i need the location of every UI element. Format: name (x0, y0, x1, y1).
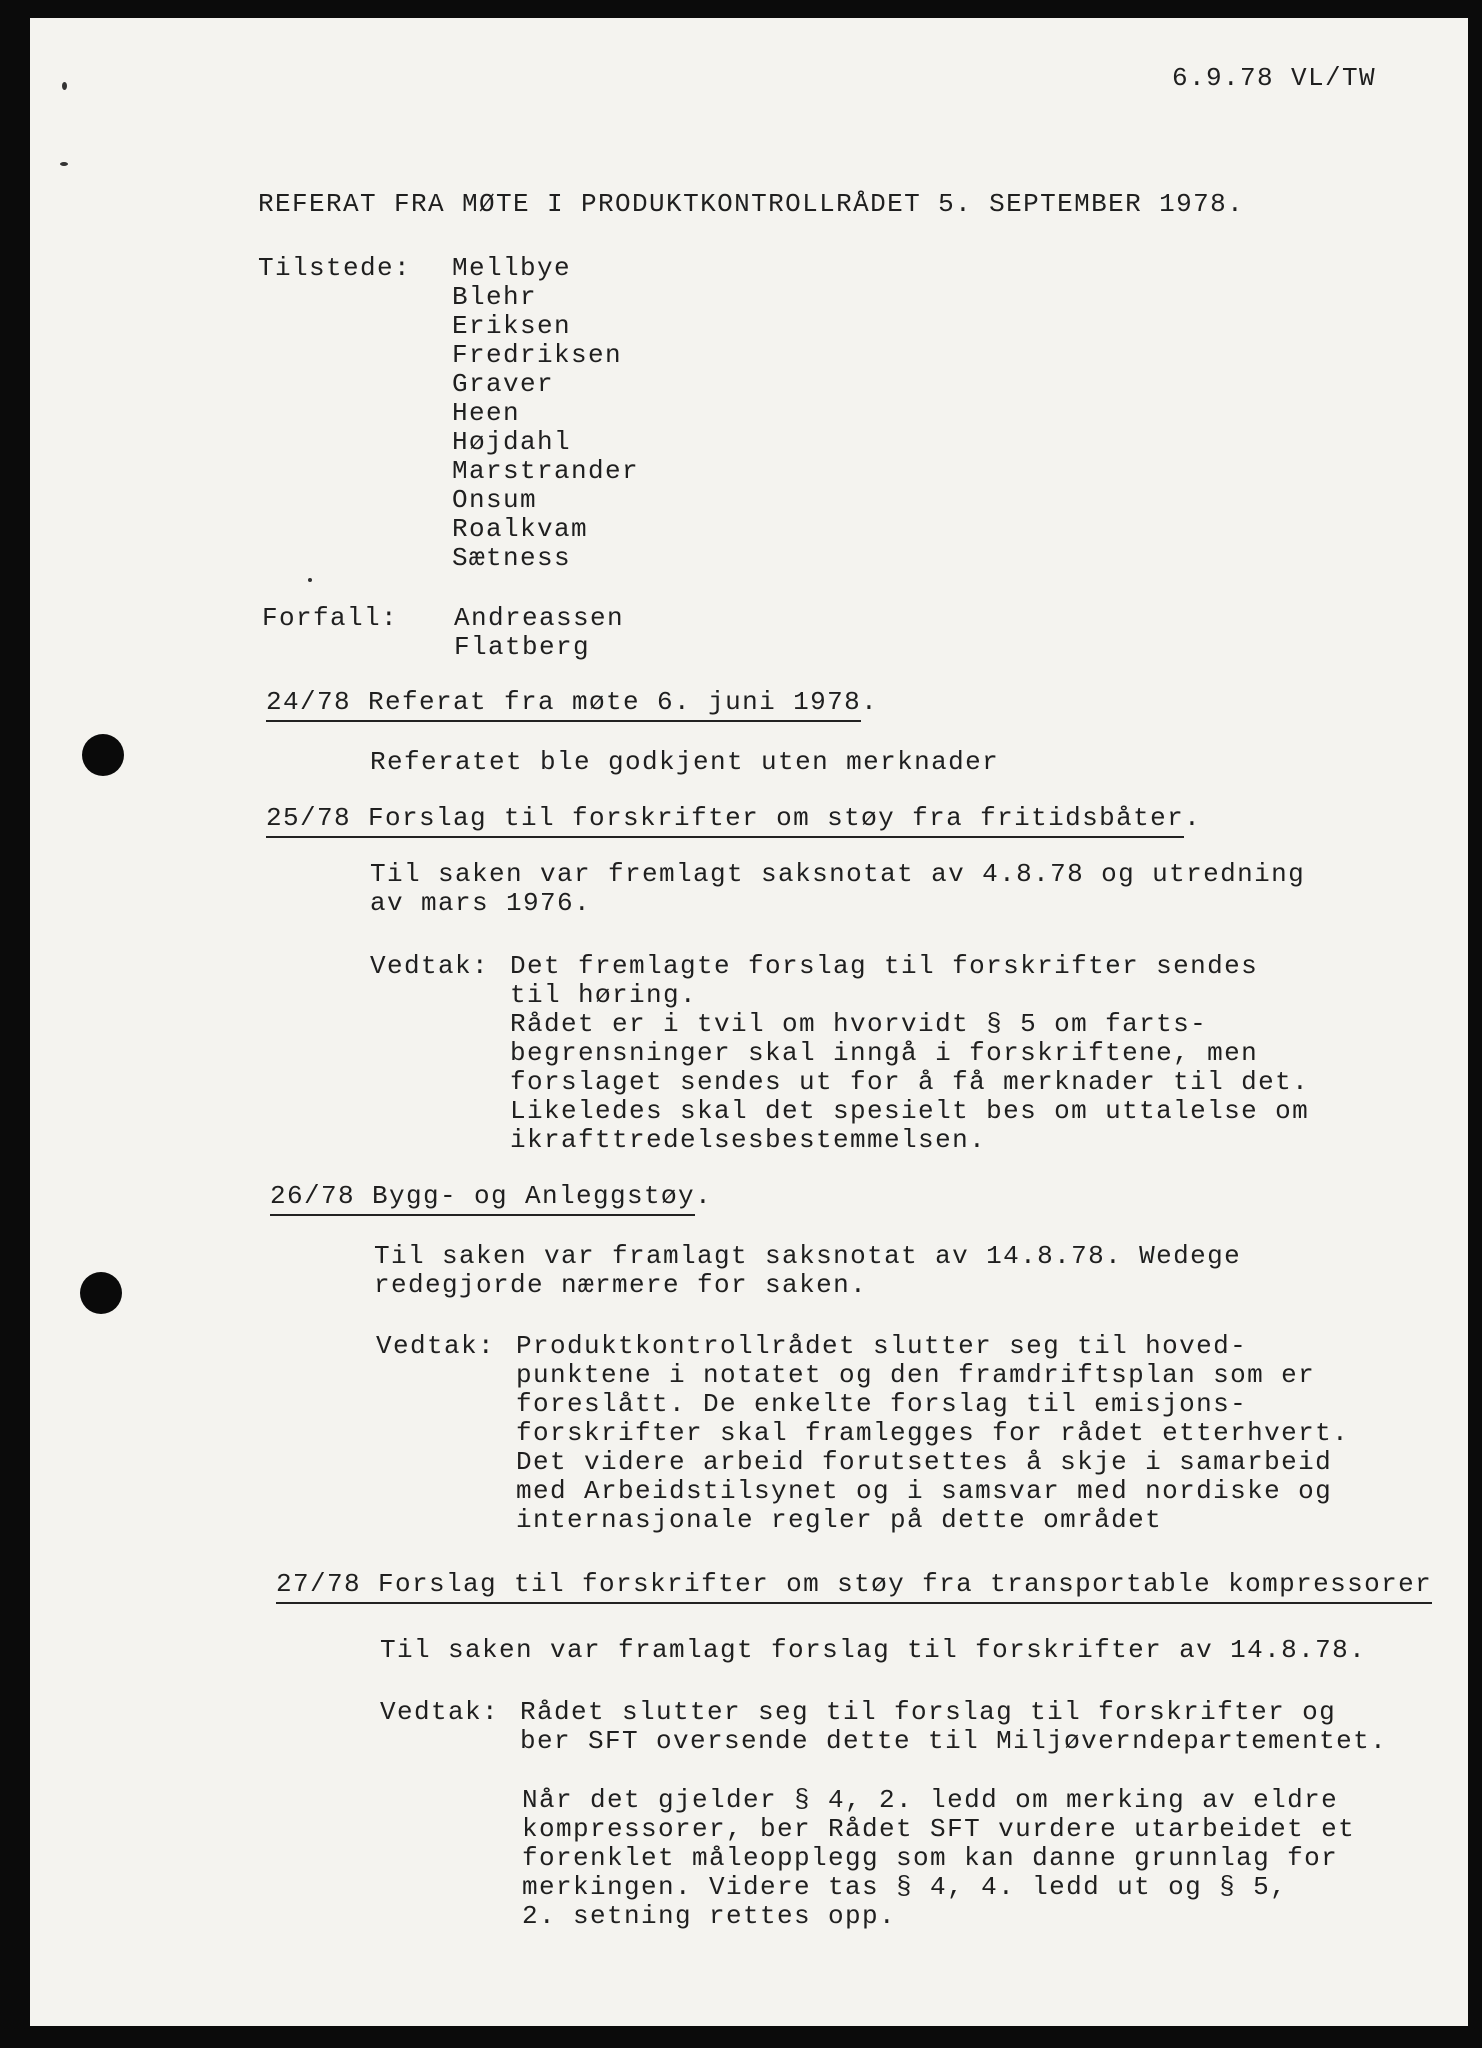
absent-label: Forfall: (262, 603, 399, 633)
item-heading-text: 26/78 Bygg- og Anleggstøy (270, 1181, 695, 1216)
decision-line: merkingen. Videre tas § 4, 4. ledd ut og § 5, (522, 1872, 1288, 1902)
decision-line: foreslått. De enkelte forslag til emisjons- (516, 1389, 1248, 1419)
decision-line: ber SFT oversende dette til Miljøverndepartementet. (520, 1726, 1388, 1756)
decision-line: Når det gjelder § 4, 2. ledd om merking av eldre (522, 1785, 1339, 1815)
decision-label-26-78: Vedtak: (376, 1331, 496, 1361)
item-heading-end: . (695, 1181, 713, 1211)
decision-line: forenklet måleopplegg som kan danne grunnlag for (522, 1843, 1339, 1873)
decision-line: kompressorer, ber Rådet SFT vurdere utarbeidet et (522, 1814, 1356, 1844)
punch-hole-top (82, 734, 124, 776)
decision-line: med Arbeidstilsynet og i samsvar med nordiske og (516, 1476, 1333, 1506)
present-list (452, 254, 639, 573)
intro-line: Til saken var fremlagt saksnotat av 4.8.78 og utredning (370, 859, 1306, 889)
present-name: Højdahl (452, 427, 572, 457)
decision-line: Produktkontrollrådet slutter seg til hoved- (516, 1331, 1248, 1361)
decision-line: ikrafttredelsesbestemmelsen. (510, 1125, 987, 1155)
speck (60, 162, 68, 166)
decision-line: Rådet slutter seg til forslag til forskrifter og (520, 1697, 1337, 1727)
present-name: Onsum (452, 485, 538, 515)
item-intro-24-78 (370, 748, 999, 777)
intro-line: av mars 1976. (370, 888, 592, 918)
item-heading-24-78 (266, 688, 878, 717)
absent-name: Flatberg (454, 632, 591, 662)
absent-name: Andreassen (454, 603, 625, 633)
item-heading-end: . (861, 687, 879, 717)
item-heading-text: 25/78 Forslag til forskrifter om støy fra fritidsbåter (266, 803, 1184, 838)
present-name: Sætness (452, 543, 572, 573)
speck (62, 82, 67, 90)
present-name: Roalkvam (452, 514, 589, 544)
present-name: Eriksen (452, 311, 572, 341)
item-heading-27-78 (276, 1570, 1432, 1599)
intro-line: Referatet ble godkjent uten merknader (370, 747, 1000, 777)
intro-line: Til saken var framlagt forslag til forskrifter av 14.8.78. (380, 1635, 1367, 1665)
decision-label-25-78: Vedtak: (370, 951, 490, 981)
intro-line: redegjorde nærmere for saken. (374, 1270, 868, 1300)
decision-line: Det videre arbeid forutsettes å skje i samarbeid (516, 1447, 1333, 1477)
item-intro-25-78 (370, 860, 1305, 918)
item-heading-text: 24/78 Referat fra møte 6. juni 1978 (266, 687, 861, 722)
decision-line: begrensninger skal inngå i forskriftene, men (510, 1038, 1259, 1068)
decision-line: forslaget sendes ut for å få merknader til det. (510, 1067, 1310, 1097)
item-intro-26-78 (374, 1242, 1241, 1300)
absent-list (454, 604, 624, 662)
decision-text-27-78-part-2 (522, 1786, 1355, 1931)
document-reference: 6.9.78 VL/TW (1172, 63, 1377, 93)
present-name: Blehr (452, 282, 538, 312)
decision-line: 2. setning rettes opp. (522, 1901, 897, 1931)
decision-label-27-78: Vedtak: (380, 1697, 500, 1727)
present-label: Tilstede: (258, 253, 412, 283)
decision-line: internasjonale regler på dette området (516, 1505, 1163, 1535)
decision-line: Rådet er i tvil om hvorvidt § 5 om farts- (510, 1009, 1208, 1039)
decision-line: til høring. (510, 980, 698, 1010)
document-page (30, 18, 1468, 2026)
item-heading-end: . (1184, 803, 1202, 833)
item-intro-27-78 (380, 1636, 1366, 1665)
decision-text-25-78 (510, 952, 1309, 1155)
decision-line: punktene i notatet og den framdriftsplan som er (516, 1360, 1316, 1390)
present-name: Fredriksen (452, 340, 623, 370)
decision-line: Det fremlagte forslag til forskrifter sendes (510, 951, 1259, 981)
present-name: Mellbye (452, 253, 572, 283)
item-heading-text: 27/78 Forslag til forskrifter om støy fra transportable kompressorer (276, 1569, 1432, 1604)
present-name: Heen (452, 398, 521, 428)
present-name: Graver (452, 369, 555, 399)
intro-line: Til saken var framlagt saksnotat av 14.8.78. Wedege (374, 1241, 1242, 1271)
decision-text-27-78 (520, 1698, 1387, 1756)
present-name: Marstrander (452, 456, 640, 486)
item-heading-25-78 (266, 804, 1201, 833)
decision-line: Likeledes skal det spesielt bes om uttalelse om (510, 1096, 1310, 1126)
speck (308, 578, 312, 582)
decision-text-26-78 (516, 1332, 1349, 1535)
item-heading-26-78 (270, 1182, 712, 1211)
document-title: REFERAT FRA MØTE I PRODUKTKONTROLLRÅDET 5. SEPTEMBER 1978. (258, 189, 1245, 219)
decision-line: forskrifter skal framlegges for rådet etterhvert. (516, 1418, 1350, 1448)
punch-hole-bottom (80, 1272, 122, 1314)
